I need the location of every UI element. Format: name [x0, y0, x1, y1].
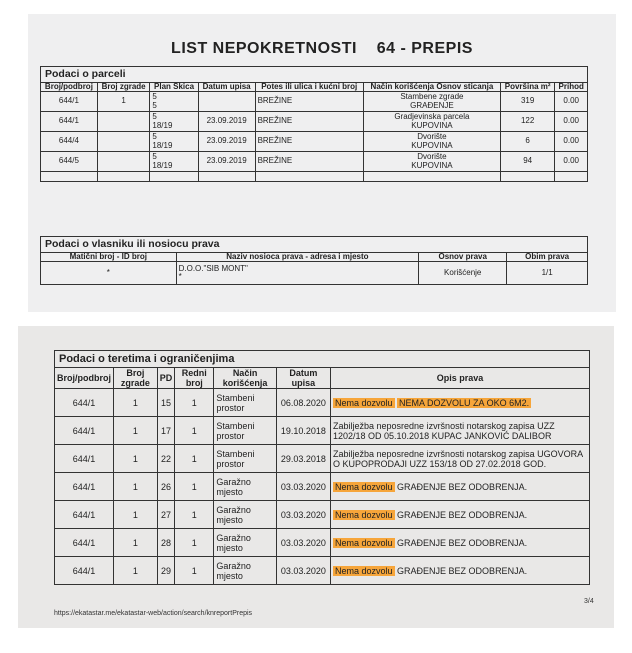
enc-nacin-line: Stambeni: [216, 392, 255, 403]
parcel-potes: BREŽINE: [255, 152, 363, 172]
enc-nacin-line: Garažno: [216, 532, 251, 543]
enc-datum: 03.03.2020: [276, 501, 330, 529]
parcel-column-header: Način korišćenja Osnov sticanja: [363, 82, 500, 92]
parcel-column-header: Površina m²: [500, 82, 554, 92]
parcel-table: [40, 66, 588, 182]
owner-id: *: [41, 262, 177, 285]
enc-nacin-line: prostor: [216, 402, 245, 413]
parcel-zgrada: [97, 132, 150, 152]
enc-redni: 1: [175, 501, 214, 529]
parcel-row: [41, 112, 588, 132]
list-number: 64 - PREPIS: [376, 40, 473, 57]
encumbrance-row: [55, 445, 590, 473]
enc-nacin-line: mjesto: [216, 514, 243, 525]
parcel-prihod: 0.00: [555, 92, 588, 112]
parcel-nacin-osnov: [363, 152, 500, 172]
owner-column-header: Obim prava: [507, 252, 588, 262]
encumbrance-row: [55, 501, 590, 529]
highlight-marker: Nema dozvolu: [335, 537, 393, 548]
parcel-header-row: [41, 82, 588, 92]
enc-broj: 644/1: [55, 529, 114, 557]
enc-nacin-line: mjesto: [216, 542, 243, 553]
parcel-blank-cell: [198, 172, 255, 182]
enc-datum: 29.03.2018: [276, 445, 330, 473]
parcel-povrsina: 94: [500, 152, 554, 172]
enc-redni: 1: [175, 389, 214, 417]
parcel-potes: BREŽINE: [255, 132, 363, 152]
parcel-broj: 644/1: [41, 92, 98, 112]
enc-pd: 29: [157, 557, 175, 585]
parcel-plan: 5: [152, 152, 157, 161]
enc-opis: [331, 529, 590, 557]
enc-opis-text: Zabilježba neposredne izvršnosti notarskog zapisa UZZ 1202/18 OD 05.10.2018 KUPAC JANKOVIĆ DALIBOR: [333, 420, 555, 441]
enc-pd: 22: [157, 445, 175, 473]
highlight-marker: Nema dozvolu: [335, 397, 393, 408]
parcel-nacin-osnov: [363, 132, 500, 152]
parcel-nacin: Stambene zgrade: [400, 92, 464, 101]
parcel-plan-skica: [150, 132, 198, 152]
enc-nacin: [214, 529, 276, 557]
encumbrance-row: [55, 529, 590, 557]
document-photo-bottom: [18, 326, 614, 628]
enc-zgrada: 1: [114, 473, 158, 501]
title-text: LIST NEPOKRETNOSTI: [171, 40, 357, 57]
enc-nacin: [214, 417, 276, 445]
parcel-blank-cell: [500, 172, 554, 182]
enc-redni: 1: [175, 417, 214, 445]
parcel-povrsina: 6: [500, 132, 554, 152]
enc-pd: 17: [157, 417, 175, 445]
enc-pd: 27: [157, 501, 175, 529]
enc-nacin: [214, 557, 276, 585]
enc-nacin-line: Garažno: [216, 476, 251, 487]
enc-opis-text: NEMA DOZVOLU ZA OKO 6M2.: [399, 397, 530, 408]
highlight-marker: Nema dozvolu: [335, 509, 393, 520]
encumbrance-column-header: Broj zgrade: [114, 368, 158, 389]
enc-opis: [331, 417, 590, 445]
parcel-datum: 23.09.2019: [198, 132, 255, 152]
enc-nacin: [214, 473, 276, 501]
enc-datum: 03.03.2020: [276, 529, 330, 557]
enc-nacin-line: Garažno: [216, 560, 251, 571]
parcel-column-header: Potes ili ulica i kućni broj: [255, 82, 363, 92]
enc-broj: 644/1: [55, 557, 114, 585]
owner-osnov: Korišćenje: [419, 262, 507, 285]
parcel-skica: 18/19: [152, 120, 173, 130]
enc-datum: 06.08.2020: [276, 389, 330, 417]
enc-opis-text: GRAĐENJE BEZ ODOBRENJA.: [397, 481, 528, 492]
enc-nacin-line: prostor: [216, 430, 245, 441]
parcel-osnov: KUPOVINA: [411, 160, 453, 170]
parcel-datum: [198, 92, 255, 112]
enc-nacin: [214, 501, 276, 529]
parcel-blank-cell: [363, 172, 500, 182]
encumbrance-column-header: PD: [157, 368, 175, 389]
enc-nacin-line: Stambeni: [216, 420, 255, 431]
enc-pd: 26: [157, 473, 175, 501]
parcel-potes: BREŽINE: [255, 92, 363, 112]
enc-opis-text: GRAĐENJE BEZ ODOBRENJA.: [397, 565, 528, 576]
parcel-nacin: Dvorište: [417, 152, 447, 161]
owner-column-header: Naziv nosioca prava - adresa i mjesto: [176, 252, 419, 262]
enc-opis: [331, 445, 590, 473]
enc-nacin-line: mjesto: [216, 486, 243, 497]
enc-opis: [331, 389, 590, 417]
parcel-broj: 644/1: [41, 112, 98, 132]
parcel-plan-skica: [150, 152, 198, 172]
parcel-blank-cell: [555, 172, 588, 182]
enc-zgrada: 1: [114, 417, 158, 445]
parcel-povrsina: 122: [500, 112, 554, 132]
parcel-zgrada: 1: [97, 92, 150, 112]
enc-opis-text: Zabilježba neposredne izvršnosti notarskog zapisa UGOVORA O KUPOPRODAJI UZZ 153/18 OD 27.02.2018 GOD.: [333, 448, 583, 469]
parcel-nacin: Gradjevinska parcela: [394, 112, 470, 121]
parcel-row: [41, 92, 588, 112]
parcel-column-header: Broj zgrade: [97, 82, 150, 92]
parcel-broj: 644/4: [41, 132, 98, 152]
enc-opis: [331, 473, 590, 501]
parcel-prihod: 0.00: [555, 112, 588, 132]
enc-redni: 1: [175, 445, 214, 473]
encumbrance-column-header: Način korišćenja: [214, 368, 276, 389]
parcel-osnov: GRAĐENJE: [410, 100, 454, 110]
parcel-prihod: 0.00: [555, 132, 588, 152]
owner-table: [40, 236, 588, 285]
parcel-nacin: Dvorište: [417, 132, 447, 141]
owner-address: *: [178, 272, 182, 281]
encumbrance-row: [55, 417, 590, 445]
enc-redni: 1: [175, 529, 214, 557]
parcel-blank-cell: [97, 172, 150, 182]
parcel-plan-skica: [150, 92, 198, 112]
parcel-potes: BREŽINE: [255, 112, 363, 132]
parcel-datum: 23.09.2019: [198, 152, 255, 172]
enc-zgrada: 1: [114, 389, 158, 417]
enc-zgrada: 1: [114, 529, 158, 557]
parcel-nacin-osnov: [363, 112, 500, 132]
highlight-marker: Nema dozvolu: [335, 481, 393, 492]
enc-nacin-line: prostor: [216, 458, 245, 469]
parcel-column-header: Plan Skica: [150, 82, 198, 92]
parcel-blank-cell: [150, 172, 198, 182]
parcel-osnov: KUPOVINA: [411, 120, 453, 130]
owner-header-row: [41, 252, 588, 262]
page-number: 3/4: [584, 598, 594, 605]
parcel-column-header: Broj/podbroj: [41, 82, 98, 92]
encumbrance-column-header: Datum upisa: [276, 368, 330, 389]
enc-pd: 28: [157, 529, 175, 557]
parcel-nacin-osnov: [363, 92, 500, 112]
parcel-datum: 23.09.2019: [198, 112, 255, 132]
owner-column-header: Osnov prava: [419, 252, 507, 262]
enc-datum: 19.10.2018: [276, 417, 330, 445]
encumbrance-column-header: Opis prava: [331, 368, 590, 389]
owner-column-header: Matični broj - ID broj: [41, 252, 177, 262]
enc-broj: 644/1: [55, 473, 114, 501]
enc-opis-text: GRAĐENJE BEZ ODOBRENJA.: [397, 537, 528, 548]
enc-redni: 1: [175, 557, 214, 585]
parcel-skica: 5: [152, 100, 157, 110]
enc-broj: 644/1: [55, 501, 114, 529]
parcel-row: [41, 132, 588, 152]
footer-url: https://ekatastar.me/ekatastar-web/action/search/knreportPrepis: [54, 610, 253, 617]
encumbrance-table: [54, 350, 590, 585]
enc-broj: 644/1: [55, 417, 114, 445]
owner-row: [41, 262, 588, 285]
enc-datum: 03.03.2020: [276, 557, 330, 585]
parcel-zgrada: [97, 152, 150, 172]
enc-datum: 03.03.2020: [276, 473, 330, 501]
parcel-column-header: Prihod: [555, 82, 588, 92]
enc-opis-text: GRAĐENJE BEZ ODOBRENJA.: [397, 509, 528, 520]
enc-nacin: [214, 445, 276, 473]
parcel-plan: 5: [152, 112, 157, 121]
enc-pd: 15: [157, 389, 175, 417]
parcel-plan: 5: [152, 132, 157, 141]
parcel-column-header: Datum upisa: [198, 82, 255, 92]
parcel-osnov: KUPOVINA: [411, 140, 453, 150]
owner-name: D.O.O."SIB MONT": [178, 263, 248, 273]
enc-zgrada: 1: [114, 557, 158, 585]
enc-zgrada: 1: [114, 501, 158, 529]
parcel-povrsina: 319: [500, 92, 554, 112]
document-photo-top: [28, 14, 616, 312]
owner-section-title: Podaci o vlasniku ili nosiocu prava: [41, 237, 588, 253]
encumbrance-header-row: [55, 368, 590, 389]
enc-zgrada: 1: [114, 445, 158, 473]
enc-nacin: [214, 389, 276, 417]
encumbrance-row: [55, 557, 590, 585]
parcel-zgrada: [97, 112, 150, 132]
enc-nacin-line: mjesto: [216, 570, 243, 581]
encumbrance-row: [55, 473, 590, 501]
encumbrance-column-header: Broj/podbroj: [55, 368, 114, 389]
document-title: [28, 40, 616, 58]
parcel-blank-row: [41, 172, 588, 182]
enc-nacin-line: Stambeni: [216, 448, 255, 459]
owner-obim: 1/1: [507, 262, 588, 285]
enc-broj: 644/1: [55, 445, 114, 473]
encumbrance-column-header: Redni broj: [175, 368, 214, 389]
parcel-skica: 18/19: [152, 160, 173, 170]
owner-name-cell: [176, 262, 419, 285]
enc-opis: [331, 501, 590, 529]
parcel-blank-cell: [255, 172, 363, 182]
enc-broj: 644/1: [55, 389, 114, 417]
parcel-plan-skica: [150, 112, 198, 132]
parcel-prihod: 0.00: [555, 152, 588, 172]
parcel-row: [41, 152, 588, 172]
parcel-blank-cell: [41, 172, 98, 182]
parcel-broj: 644/5: [41, 152, 98, 172]
encumbrance-section-title: Podaci o teretima i ograničenjima: [55, 351, 590, 368]
parcel-section-title: Podaci o parceli: [41, 67, 588, 83]
enc-nacin-line: Garažno: [216, 504, 251, 515]
enc-opis: [331, 557, 590, 585]
highlight-marker: Nema dozvolu: [335, 565, 393, 576]
parcel-skica: 18/19: [152, 140, 173, 150]
parcel-plan: 5: [152, 92, 157, 101]
enc-redni: 1: [175, 473, 214, 501]
encumbrance-row: [55, 389, 590, 417]
